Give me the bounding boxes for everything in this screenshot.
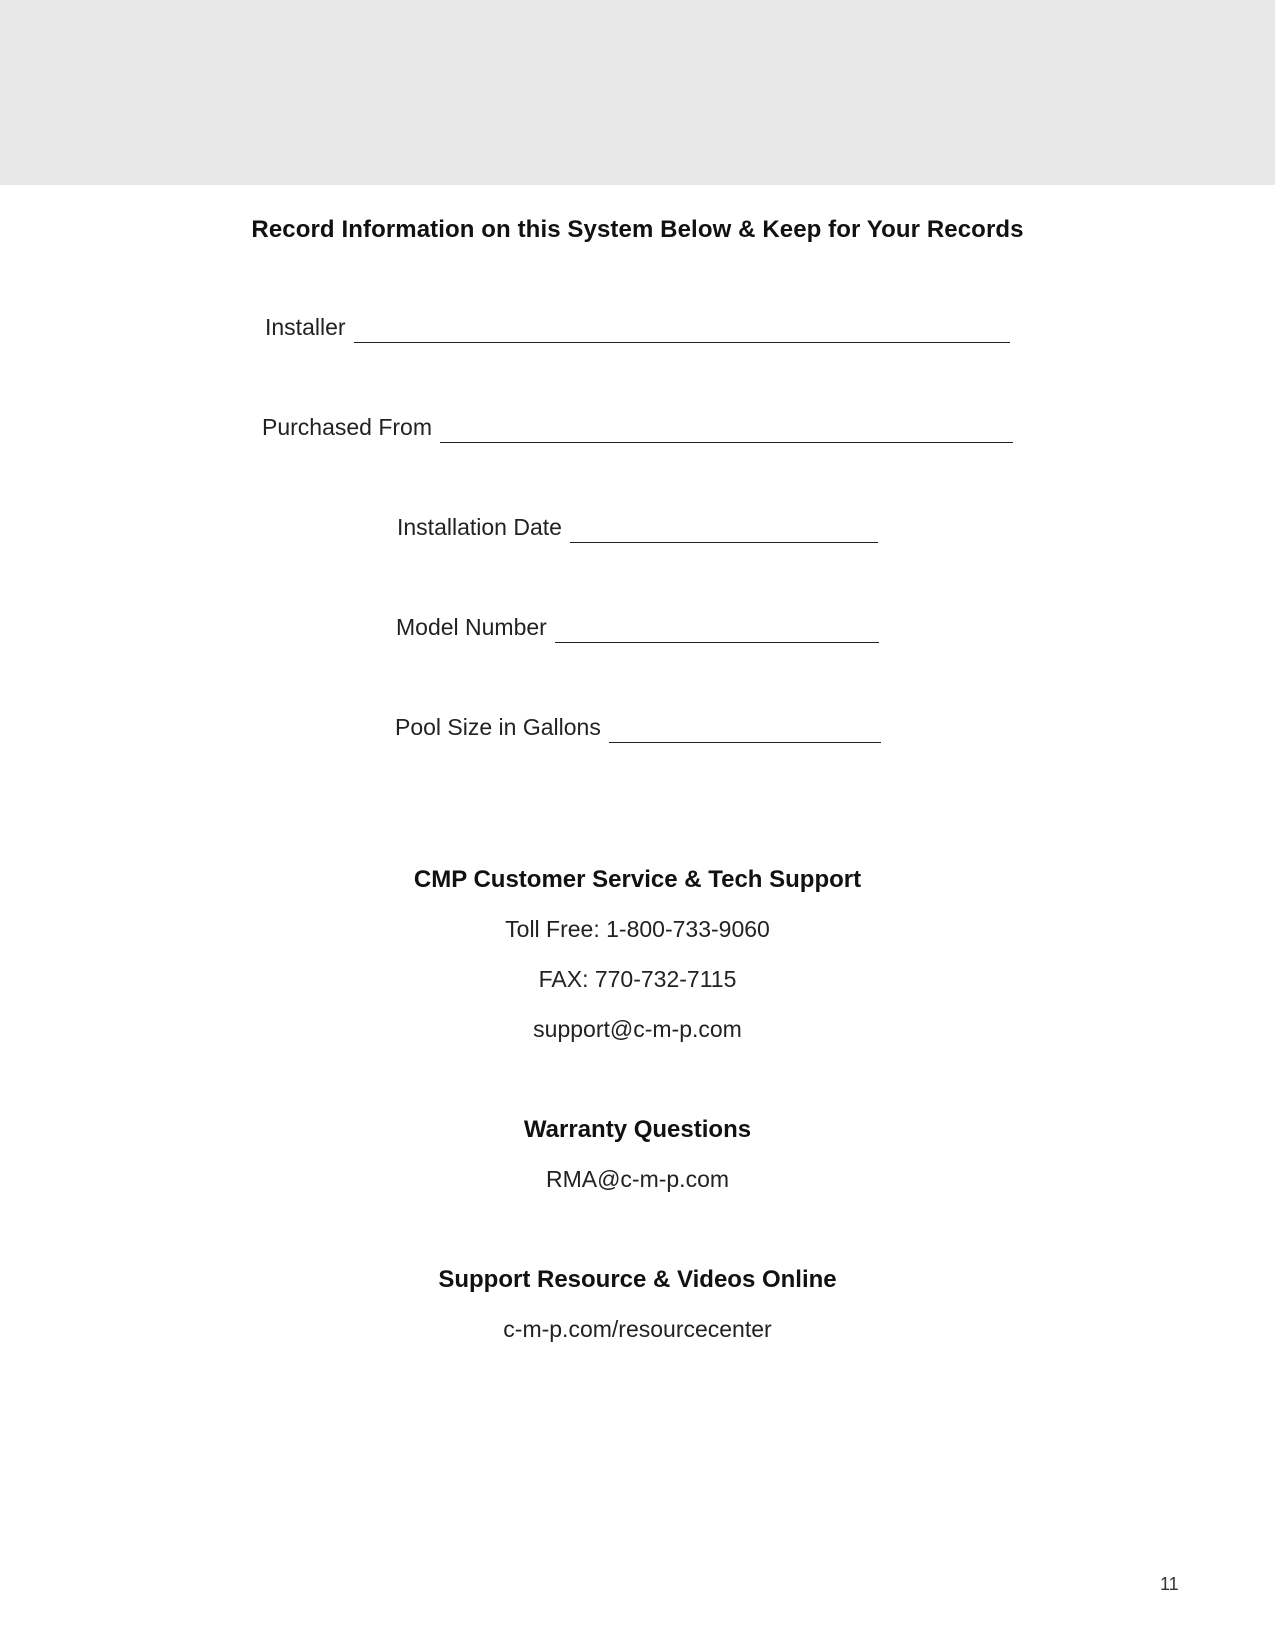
warranty-email[interactable]: RMA@c-m-p.com xyxy=(545,1166,730,1192)
purchased-from-blank-line[interactable] xyxy=(440,422,1013,443)
installation-date-blank-line[interactable] xyxy=(570,522,878,543)
installation-date-label: Installation Date xyxy=(397,514,562,540)
pool-size-label: Pool Size in Gallons xyxy=(395,714,601,740)
support-heading: CMP Customer Service & Tech Support xyxy=(413,866,862,893)
installer-blank-line[interactable] xyxy=(354,322,1010,343)
resources-heading: Support Resource & Videos Online xyxy=(438,1266,837,1293)
record-information-title: Record Information on this System Below & Keep for Your Records xyxy=(251,216,1024,243)
page-number: 11 xyxy=(1160,1574,1179,1594)
toll-free-number: Toll Free: 1-800-733-9060 xyxy=(505,916,770,942)
pool-size-blank-line[interactable] xyxy=(609,722,881,743)
warranty-heading: Warranty Questions xyxy=(523,1116,752,1143)
header-band xyxy=(0,0,1275,185)
installation-date-field[interactable] xyxy=(397,516,878,539)
model-number-blank-line[interactable] xyxy=(555,622,879,643)
fax-number: FAX: 770-732-7115 xyxy=(538,966,737,992)
pool-size-field[interactable] xyxy=(395,716,881,739)
model-number-field[interactable] xyxy=(396,616,879,639)
purchased-from-field[interactable] xyxy=(262,416,1013,439)
support-email[interactable]: support@c-m-p.com xyxy=(533,1016,742,1042)
installer-field[interactable] xyxy=(265,316,1010,339)
installer-label: Installer xyxy=(265,314,346,340)
purchased-from-label: Purchased From xyxy=(262,414,433,440)
model-number-label: Model Number xyxy=(396,614,547,640)
resource-center-link[interactable]: c-m-p.com/resourcecenter xyxy=(503,1316,772,1342)
